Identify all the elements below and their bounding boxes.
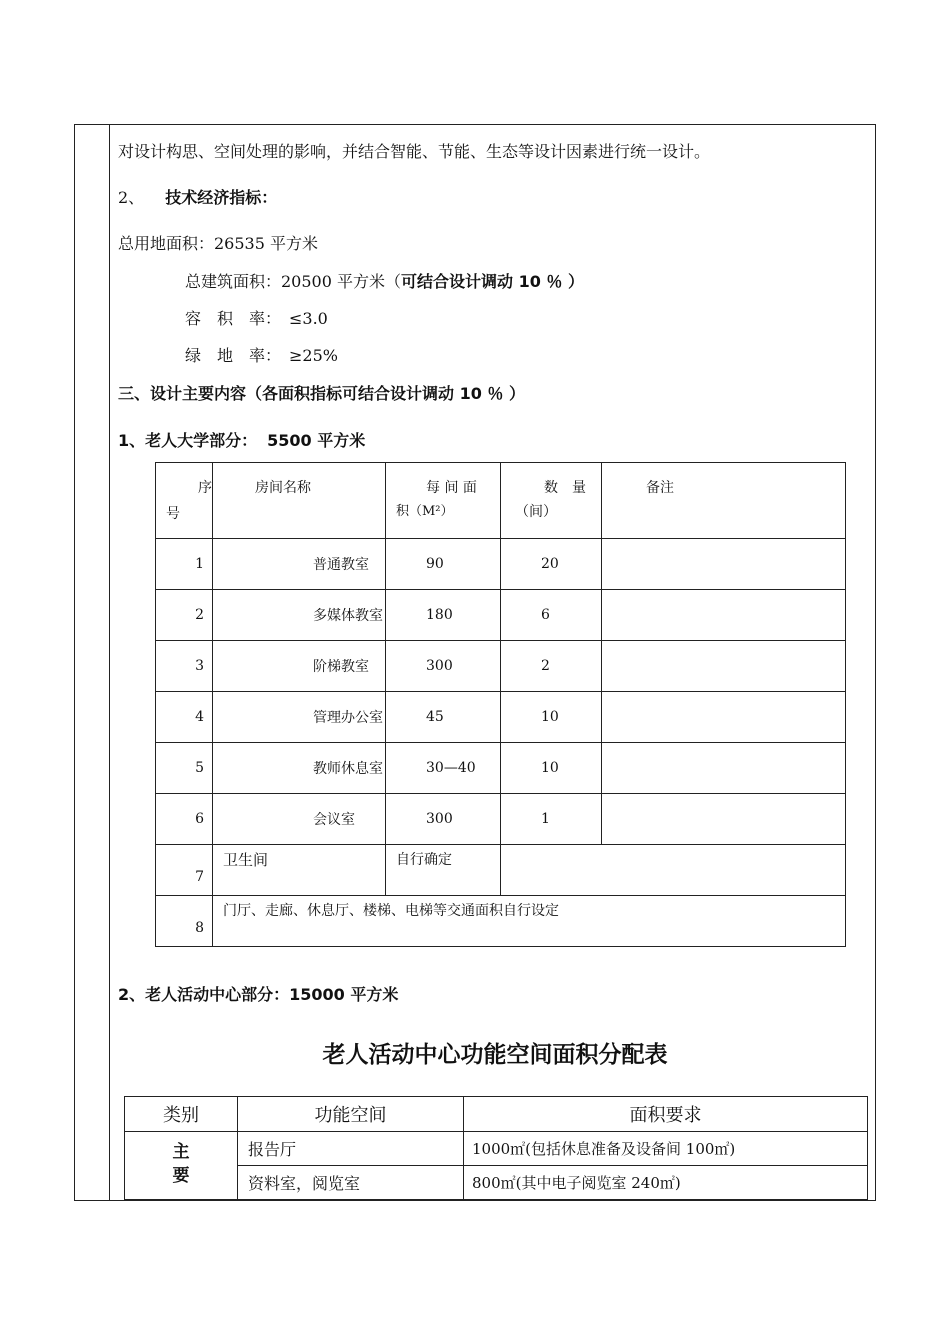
table-row bbox=[156, 743, 846, 794]
header-area-per-room: 每 间 面 积（M²） bbox=[386, 463, 501, 539]
cell-circulation-note: 门厅、走廊、休息厅、楼梯、电梯等交通面积自行设定 bbox=[213, 896, 846, 947]
category-label-line2: 要 bbox=[172, 1166, 190, 1186]
part1-title: 1、老人大学部分： bbox=[118, 431, 258, 450]
table-row bbox=[156, 539, 846, 590]
cell-seq: 4 bbox=[156, 692, 213, 743]
cell-area: 30—40 bbox=[386, 743, 501, 794]
cell-space: 报告厅 bbox=[238, 1132, 464, 1166]
header-room-name: 房间名称 bbox=[213, 463, 386, 539]
cell-seq: 6 bbox=[156, 794, 213, 845]
cell-room-name: 会议室 bbox=[213, 794, 386, 845]
cell-room-name: 管理办公室 bbox=[213, 692, 386, 743]
section2-number: 2、 bbox=[118, 188, 145, 207]
cell-note bbox=[602, 692, 846, 743]
cell-seq: 1 bbox=[156, 539, 213, 590]
cell-qty: 20 bbox=[501, 539, 602, 590]
cell-room-name: 多媒体教室 bbox=[213, 590, 386, 641]
header-note: 备注 bbox=[602, 463, 846, 539]
total-building-area bbox=[185, 272, 584, 292]
table-row bbox=[156, 692, 846, 743]
cell-note bbox=[602, 743, 846, 794]
total-building-prefix: 总建筑面积：20500 平方米（ bbox=[185, 272, 401, 291]
plot-ratio: 容 积 率： ≤3.0 bbox=[185, 309, 328, 328]
cell-room-name: 阶梯教室 bbox=[213, 641, 386, 692]
header-category: 类别 bbox=[125, 1097, 238, 1132]
cell-seq: 2 bbox=[156, 590, 213, 641]
section3-heading bbox=[118, 384, 525, 404]
cell-seq: 7 bbox=[156, 845, 213, 896]
table-row bbox=[156, 794, 846, 845]
cell-area: 1000㎡(包括休息准备及设备间 100㎡) bbox=[464, 1132, 868, 1166]
header-seq: 序 号 bbox=[156, 463, 213, 539]
cell-area: 300 bbox=[386, 794, 501, 845]
cell-qty: 10 bbox=[501, 743, 602, 794]
cell-qty: 10 bbox=[501, 692, 602, 743]
table-row bbox=[156, 896, 846, 947]
cell-space: 资料室，阅览室 bbox=[238, 1166, 464, 1200]
activity-center-table-title: 老人活动中心功能空间面积分配表 bbox=[322, 1042, 668, 1068]
table-row bbox=[156, 845, 846, 896]
cell-note bbox=[501, 845, 846, 896]
university-room-table bbox=[155, 462, 846, 947]
table-row bbox=[156, 590, 846, 641]
part1-heading bbox=[118, 431, 365, 451]
section3-title: 三、设计主要内容（ bbox=[118, 384, 263, 403]
section2-heading bbox=[118, 188, 277, 208]
cell-room-name: 普通教室 bbox=[213, 539, 386, 590]
header-function-space: 功能空间 bbox=[238, 1097, 464, 1132]
cell-qty: 1 bbox=[501, 794, 602, 845]
header-area-requirement: 面积要求 bbox=[464, 1097, 868, 1132]
part2-heading: 2、老人活动中心部分：15000 平方米 bbox=[118, 985, 399, 1004]
total-building-note: 可结合设计调动 10 ％ ） bbox=[401, 272, 584, 291]
category-label-line1: 主 bbox=[172, 1142, 190, 1162]
cell-room-name: 卫生间 bbox=[213, 845, 386, 896]
cell-area: 自行确定 bbox=[386, 845, 501, 896]
cell-area: 90 bbox=[386, 539, 501, 590]
part1-area: 5500 平方米 bbox=[267, 431, 366, 450]
cell-area: 300 bbox=[386, 641, 501, 692]
section2-title: 技术经济指标： bbox=[165, 188, 278, 207]
table-header-row bbox=[156, 463, 846, 539]
cell-seq: 5 bbox=[156, 743, 213, 794]
cell-qty: 2 bbox=[501, 641, 602, 692]
table-header-row bbox=[125, 1097, 868, 1132]
cell-qty: 6 bbox=[501, 590, 602, 641]
header-quantity: 数 量 （间） bbox=[501, 463, 602, 539]
activity-center-area-table bbox=[124, 1096, 868, 1200]
cell-note bbox=[602, 539, 846, 590]
cell-area: 180 bbox=[386, 590, 501, 641]
green-ratio: 绿 地 率： ≥25% bbox=[185, 346, 338, 365]
cell-note bbox=[602, 590, 846, 641]
section3-note: 各面积指标可结合设计调动 10 ％ ） bbox=[262, 384, 525, 403]
cell-seq: 3 bbox=[156, 641, 213, 692]
cell-seq: 8 bbox=[156, 896, 213, 947]
cell-note bbox=[602, 794, 846, 845]
table-row bbox=[156, 641, 846, 692]
cell-area: 800㎡(其中电子阅览室 240㎡) bbox=[464, 1166, 868, 1200]
intro-line: 对设计构思、空间处理的影响，并结合智能、节能、生态等设计因素进行统一设计。 bbox=[118, 142, 711, 161]
cell-note bbox=[602, 641, 846, 692]
category-main-cell bbox=[125, 1132, 238, 1200]
cell-area: 45 bbox=[386, 692, 501, 743]
table-row bbox=[125, 1132, 868, 1166]
cell-room-name: 教师休息室 bbox=[213, 743, 386, 794]
total-land-area: 总用地面积：26535 平方米 bbox=[118, 234, 318, 253]
